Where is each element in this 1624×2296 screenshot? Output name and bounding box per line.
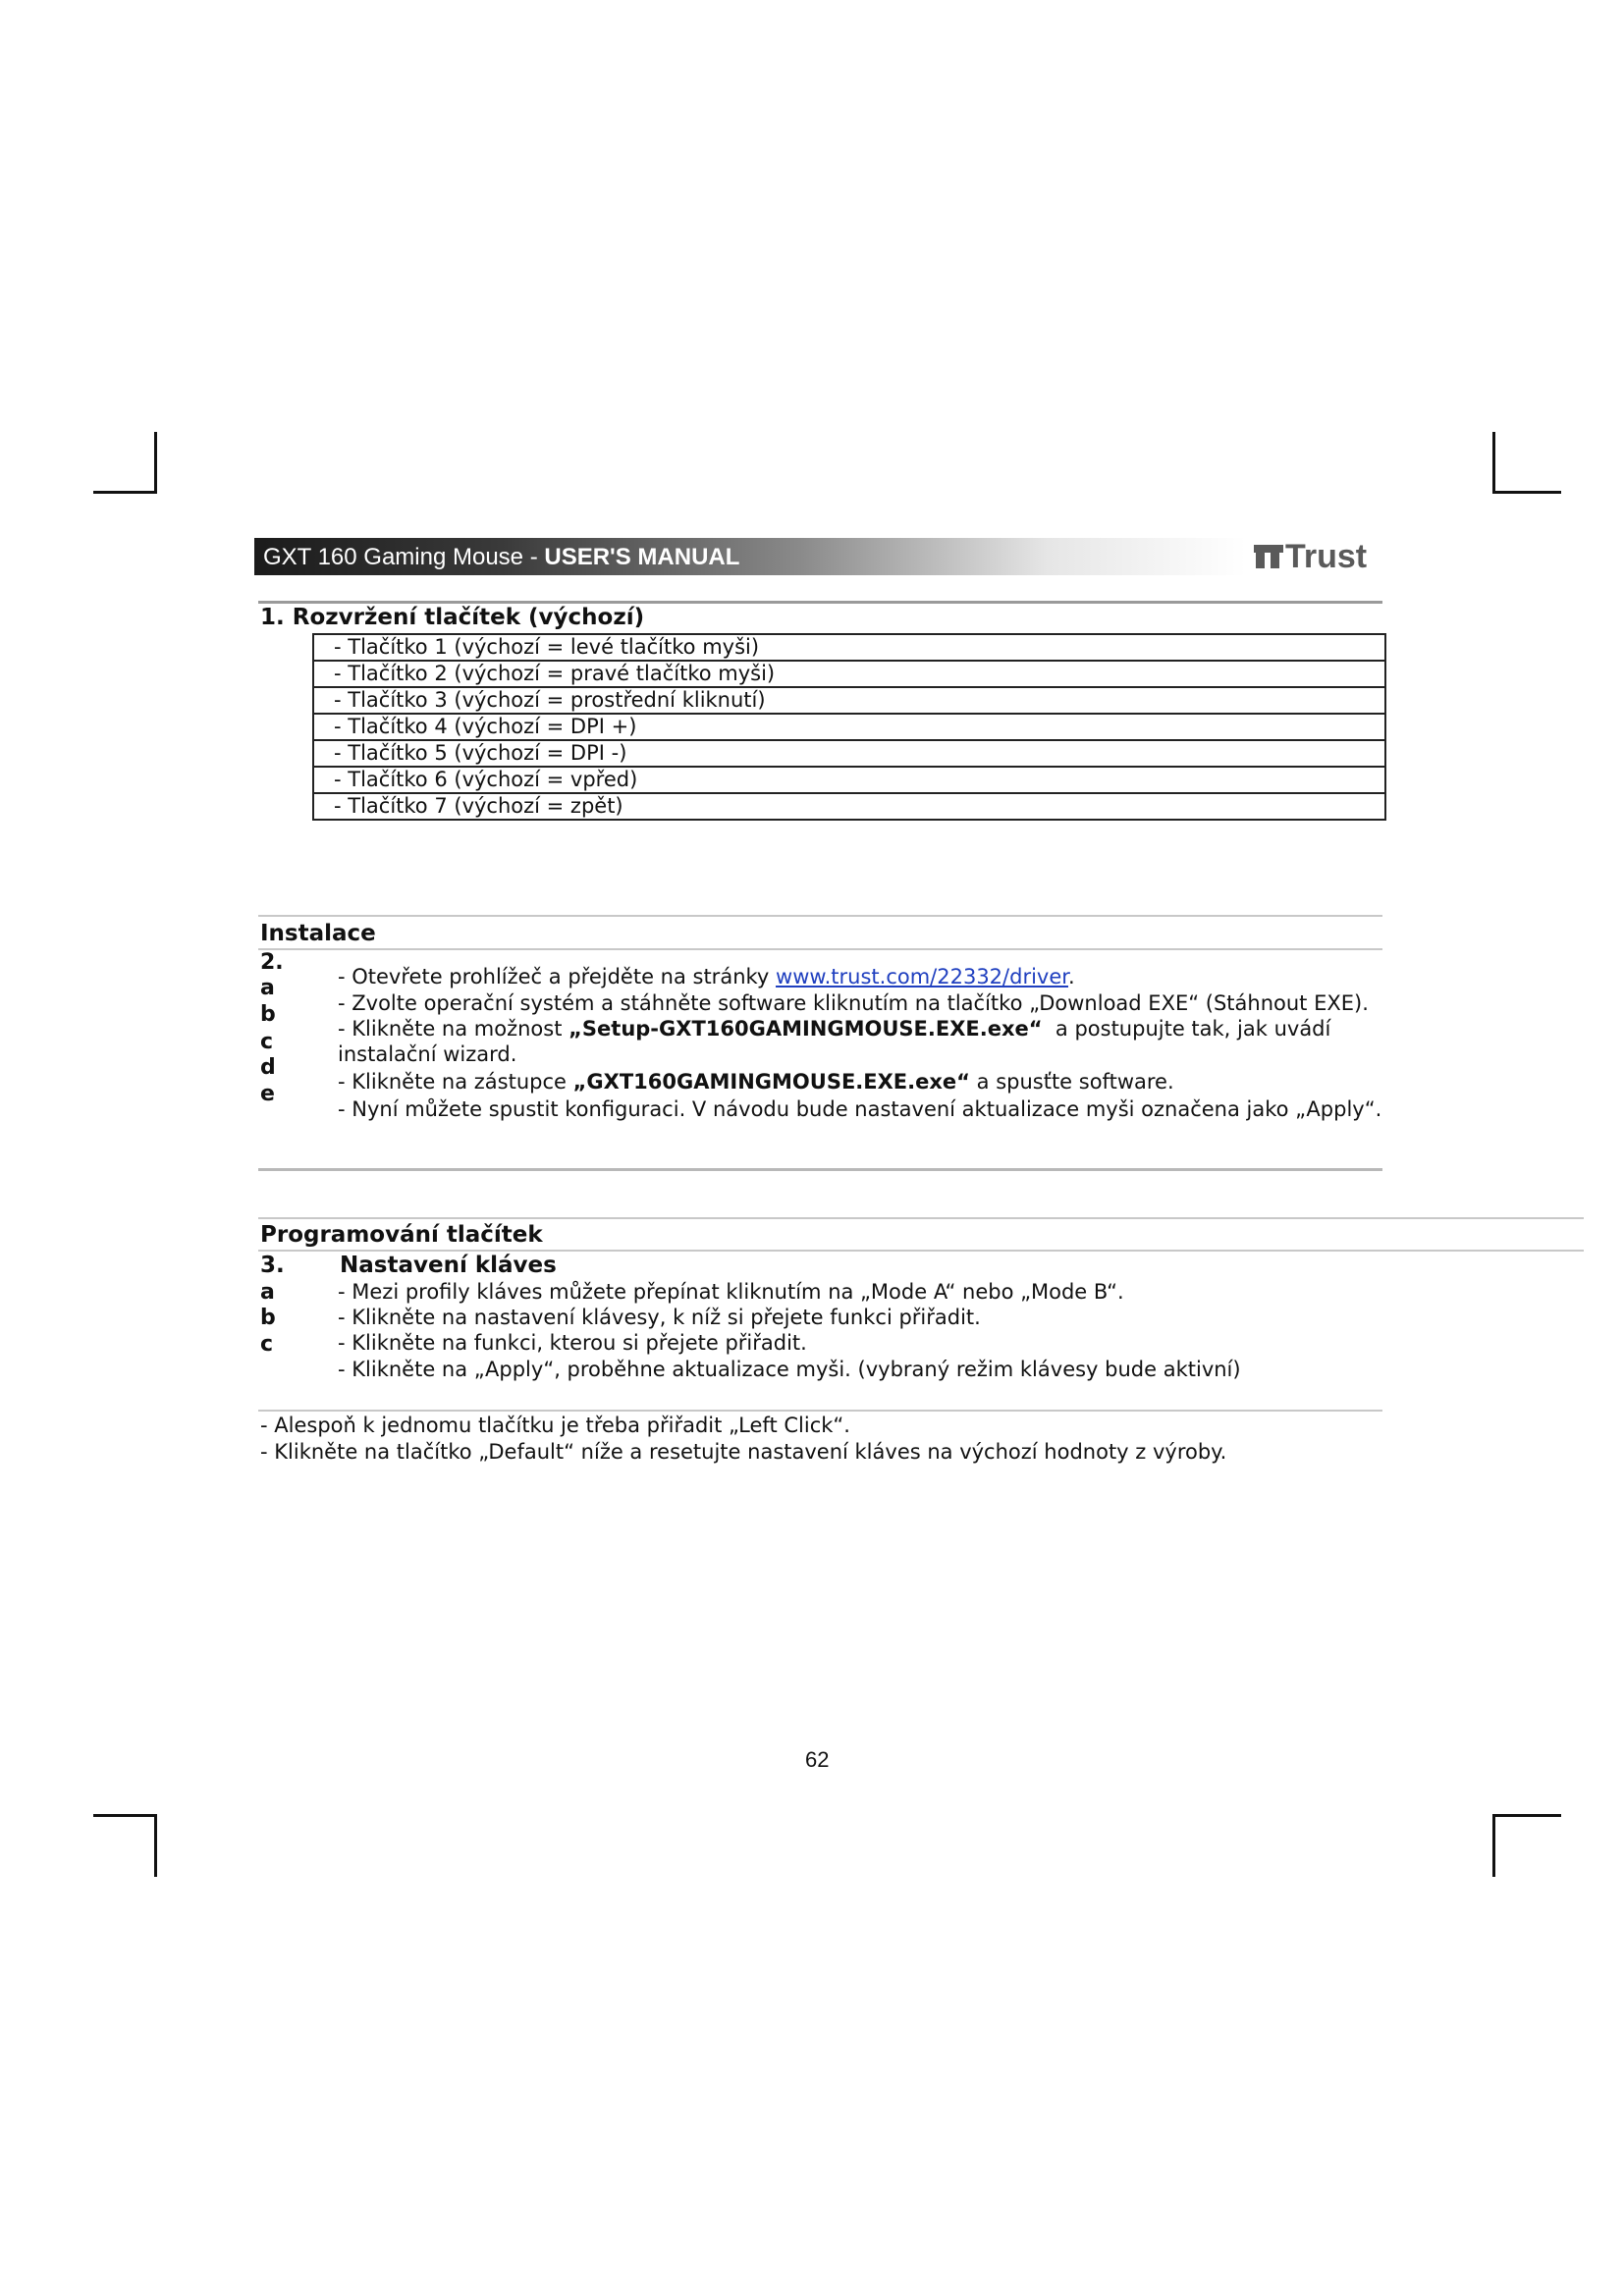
table-cell: - Tlačítko 2 (výchozí = pravé tlačítko myši) <box>313 661 1385 687</box>
install-step-e: - Nyní můžete spustit konfiguraci. V návodu bude nastavení aktualizace myši označena jako „Apply“. <box>338 1097 1382 1121</box>
table-cell: - Tlačítko 3 (výchozí = prostřední kliknutí) <box>313 687 1385 714</box>
table-row <box>313 767 1385 793</box>
crop-mark-bottom-left-h <box>93 1814 157 1817</box>
step-letter: c <box>260 1030 274 1054</box>
section3-subheading: Nastavení kláves <box>340 1253 557 1278</box>
table-row <box>313 714 1385 740</box>
table-cell: - Tlačítko 1 (výchozí = levé tlačítko myši) <box>313 634 1385 661</box>
program-step-b: - Klikněte na nastavení klávesy, k níž si přejete funkci přiřadit. <box>338 1306 981 1329</box>
table-row <box>313 634 1385 661</box>
step-letter: d <box>260 1055 276 1080</box>
program-step-a: - Mezi profily kláves můžete přepínat kliknutím na „Mode A“ nebo „Mode B“. <box>338 1280 1124 1304</box>
section3-heading: Programování tlačítek <box>260 1222 543 1248</box>
section3-heading-rule <box>258 1250 1584 1252</box>
step-letter: b <box>260 1002 276 1027</box>
notes-rule <box>258 1410 1382 1412</box>
section2-bottom-rule <box>258 1168 1382 1171</box>
table-cell: - Tlačítko 6 (výchozí = vpřed) <box>313 767 1385 793</box>
section2-top-rule <box>258 915 1382 917</box>
crop-mark-top-left-v <box>154 432 157 493</box>
button-layout-table <box>312 633 1386 821</box>
note-default-reset: - Klikněte na tlačítko „Default“ níže a resetujte nastavení kláves na výchozí hodnoty z výroby. <box>260 1440 1227 1464</box>
section3-number: 3. <box>260 1253 285 1278</box>
program-step-d: - Klikněte na „Apply“, proběhne aktualizace myši. (vybraný režim klávesy bude aktivní) <box>338 1358 1241 1381</box>
driver-link[interactable]: www.trust.com/22332/driver <box>776 965 1068 988</box>
table-cell: - Tlačítko 5 (výchozí = DPI -) <box>313 740 1385 767</box>
program-step-c: - Klikněte na funkci, kterou si přejete přiřadit. <box>338 1331 807 1355</box>
table-cell: - Tlačítko 4 (výchozí = DPI +) <box>313 714 1385 740</box>
trust-logo-mark <box>1254 545 1283 568</box>
table-cell: - Tlačítko 7 (výchozí = zpět) <box>313 793 1385 820</box>
step-letter: c <box>260 1332 274 1357</box>
manual-title: GXT 160 Gaming Mouse - USER'S MANUAL <box>263 544 740 570</box>
install-step-c: - Klikněte na možnost „Setup-GXT160GAMINGMOUSE.EXE.exe“ a postupujte tak, jak uvádí <box>338 1017 1331 1041</box>
crop-mark-bottom-right-v <box>1492 1814 1495 1877</box>
section1-heading: 1. Rozvržení tlačítek (výchozí) <box>260 605 645 630</box>
crop-mark-bottom-left-v <box>154 1814 157 1877</box>
table-row <box>313 661 1385 687</box>
section3-top-rule <box>258 1217 1584 1219</box>
crop-mark-bottom-right-h <box>1492 1814 1561 1817</box>
table-row <box>313 740 1385 767</box>
section2-heading-rule <box>258 948 1382 950</box>
note-left-click: - Alespoň k jednomu tlačítku je třeba přiřadit „Left Click“. <box>260 1414 850 1437</box>
step-letter: b <box>260 1306 276 1330</box>
install-step-b: - Zvolte operační systém a stáhněte software kliknutím na tlačítko „Download EXE“ (Stáhnout EXE). <box>338 991 1369 1015</box>
step-letter: a <box>260 1280 275 1305</box>
table-row <box>313 687 1385 714</box>
step-letter: e <box>260 1082 275 1106</box>
header-rule <box>258 601 1382 604</box>
install-step-c-cont: instalační wizard. <box>338 1042 517 1066</box>
table-row <box>313 793 1385 820</box>
section2-heading: Instalace <box>260 921 376 946</box>
crop-mark-top-right-h <box>1492 491 1561 494</box>
trust-logo: Trust <box>1254 538 1367 576</box>
step-number: 2. <box>260 950 284 975</box>
install-step-a: - Otevřete prohlížeč a přejděte na stránky www.trust.com/22332/driver. <box>338 965 1075 988</box>
install-step-d: - Klikněte na zástupce „GXT160GAMINGMOUSE.EXE.exe“ a spusťte software. <box>338 1070 1174 1094</box>
step-letter: a <box>260 976 275 1000</box>
crop-mark-top-left-h <box>93 491 157 494</box>
crop-mark-top-right-v <box>1492 432 1495 493</box>
page-number: 62 <box>805 1747 830 1772</box>
